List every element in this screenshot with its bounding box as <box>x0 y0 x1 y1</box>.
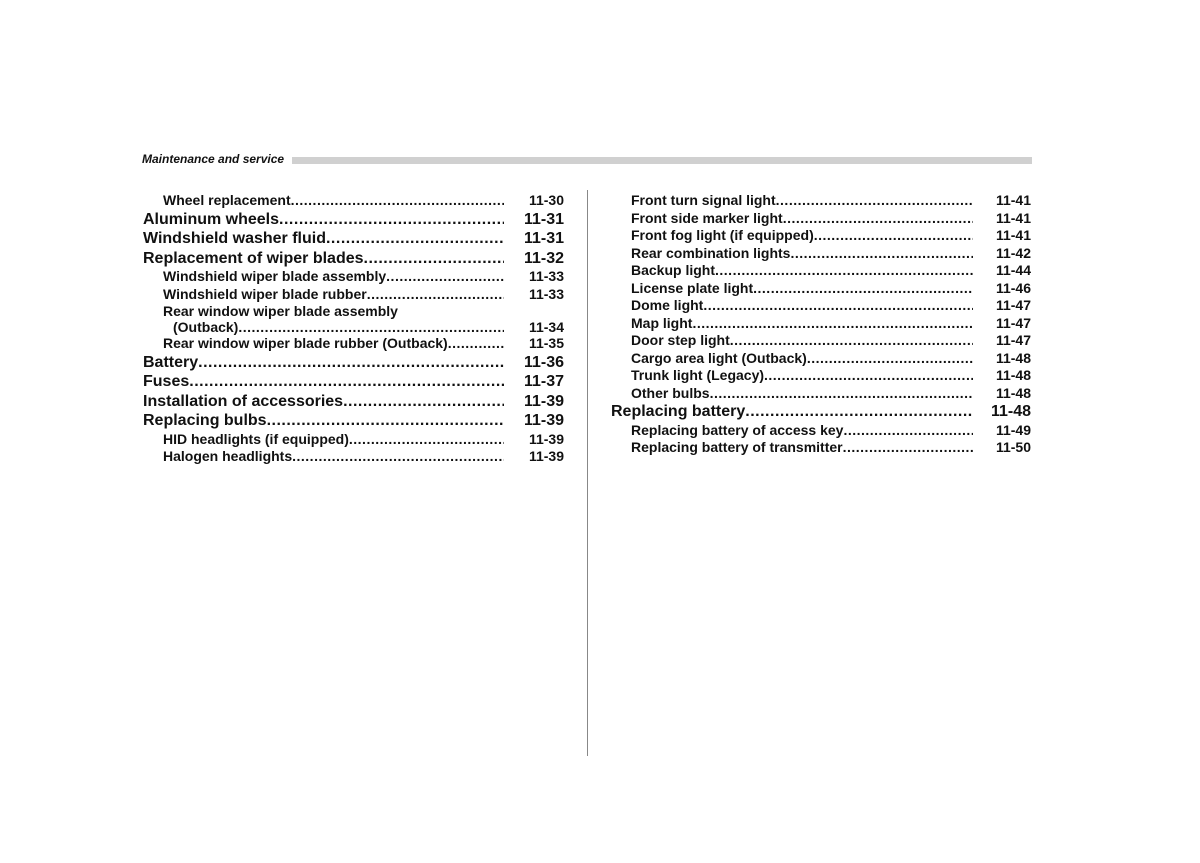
toc-entry-other-bulbs[interactable]: Other bulbs ..... 11-48 <box>611 385 1031 403</box>
toc-entry-hid-headlights[interactable]: HID headlights (if equipped) ..... 11-39 <box>143 431 564 449</box>
toc-entry-rear-combination-lights[interactable]: Rear combination lights ..... 11-42 <box>611 245 1031 263</box>
toc-entry-replacing-battery-of-transmitter[interactable]: Replacing battery of transmitter ..... 11-50 <box>611 439 1031 457</box>
toc-entry-aluminum-wheels[interactable]: Aluminum wheels ..... 11-31 <box>143 210 564 230</box>
toc-entry-replacing-battery-of-access-key[interactable]: Replacing battery of access key ..... 11-49 <box>611 422 1031 440</box>
toc-entry-front-side-marker-light[interactable]: Front side marker light ..... 11-41 <box>611 210 1031 228</box>
column-divider <box>587 190 588 756</box>
toc-entry-map-light[interactable]: Map light ..... 11-47 <box>611 315 1031 333</box>
toc-right-column <box>611 192 1031 457</box>
toc-entry-cargo-area-light[interactable]: Cargo area light (Outback) ..... 11-48 <box>611 350 1031 368</box>
toc-entry-battery[interactable]: Battery ..... 11-36 <box>143 353 564 373</box>
toc-entry-trunk-light[interactable]: Trunk light (Legacy) ..... 11-48 <box>611 367 1031 385</box>
toc-entry-replacement-of-wiper-blades[interactable]: Replacement of wiper blades ..... 11-32 <box>143 249 564 269</box>
section-title: Maintenance and service <box>142 152 285 166</box>
toc-entry-dome-light[interactable]: Dome light ..... 11-47 <box>611 297 1031 315</box>
toc-entry-license-plate-light[interactable]: License plate light ..... 11-46 <box>611 280 1031 298</box>
toc-entry-halogen-headlights[interactable]: Halogen headlights ..... 11-39 <box>143 448 564 466</box>
toc-entry-fuses[interactable]: Fuses ..... 11-37 <box>143 372 564 392</box>
toc-entry-windshield-wiper-blade-rubber[interactable]: Windshield wiper blade rubber ..... 11-33 <box>143 286 564 304</box>
toc-entry-windshield-washer-fluid[interactable]: Windshield washer fluid ..... 11-31 <box>143 229 564 249</box>
toc-entry-backup-light[interactable]: Backup light ..... 11-44 <box>611 262 1031 280</box>
toc-entry-front-fog-light[interactable]: Front fog light (if equipped) ..... 11-41 <box>611 227 1031 245</box>
toc-entry-rear-window-wiper-blade-rubber[interactable]: Rear window wiper blade rubber (Outback) ..... 11-35 <box>143 335 564 353</box>
toc-entry-door-step-light[interactable]: Door step light ..... 11-47 <box>611 332 1031 350</box>
toc-entry-windshield-wiper-blade-assembly[interactable]: Windshield wiper blade assembly ..... 11-33 <box>143 268 564 286</box>
toc-entry-installation-of-accessories[interactable]: Installation of accessories ..... 11-39 <box>143 392 564 412</box>
section-header <box>142 152 1032 166</box>
toc-entry-front-turn-signal-light[interactable]: Front turn signal light ..... 11-41 <box>611 192 1031 210</box>
toc-left-column <box>143 192 564 466</box>
header-rule <box>292 157 1032 164</box>
toc-entry-wheel-replacement[interactable]: Wheel replacement ..... 11-30 <box>143 192 564 210</box>
toc-entry-rear-window-wiper-blade-assembly[interactable]: Rear window wiper blade assembly (Outback) ..... 11-34 <box>143 303 564 335</box>
toc-entry-replacing-bulbs[interactable]: Replacing bulbs ..... 11-39 <box>143 411 564 431</box>
toc-entry-replacing-battery[interactable]: Replacing battery ..... 11-48 <box>611 402 1031 422</box>
